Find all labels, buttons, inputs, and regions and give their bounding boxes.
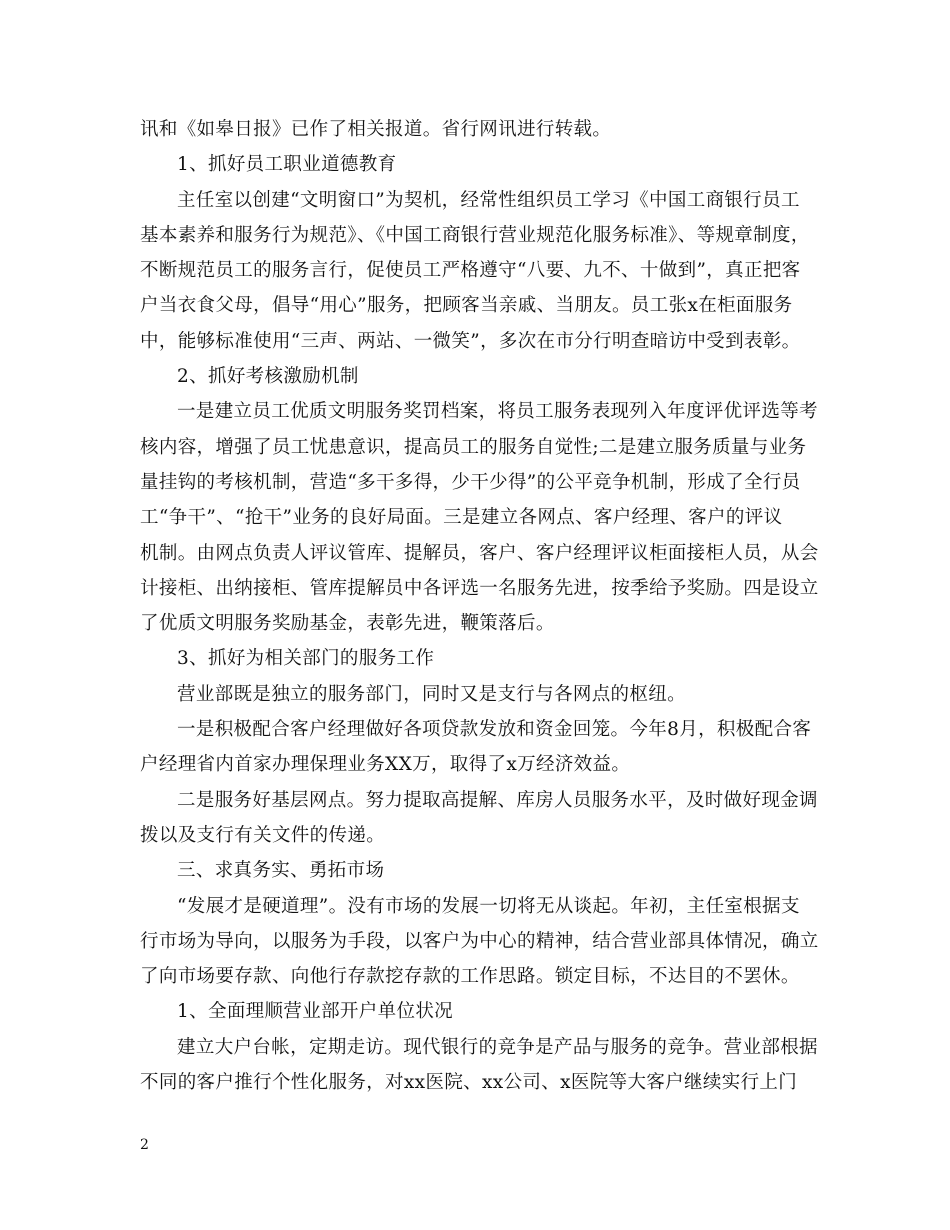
paragraph-first-line: 一是建立员工优质文明服务奖罚档案，将员工服务表现列入年度评优评选等考 <box>177 401 818 423</box>
text-line: 拨以及支行有关文件的传递。 <box>140 824 386 846</box>
paragraph-first-line: 营业部既是独立的服务部门，同时又是支行与各网点的枢纽。 <box>177 683 686 705</box>
text-line: 机制。由网点负责人评议管库、提解员，客户、客户经理评议柜面接柜人员，从会 <box>140 542 819 564</box>
text-line: 了向市场要存款、向他行存款挖存款的工作思路。锁定目标，不达目的不罢休。 <box>140 966 800 988</box>
text-line: 行市场为导向，以服务为手段，以客户为中心的精神，结合营业部具体情况，确立 <box>140 930 819 952</box>
paragraph-first-line: 建立大户台帐，定期走访。现代银行的竞争是产品与服务的竞争。营业部根据 <box>177 1036 818 1058</box>
text-line: 户当衣食父母，倡导“用心”服务，把顾客当亲戚、当朋友。员工张x在柜面服务 <box>140 295 793 317</box>
body-text <box>140 112 819 1100</box>
paragraph-first-line: 2、抓好考核激励机制 <box>177 366 359 388</box>
text-line: 工“争干”、“抢干”业务的良好局面。三是建立各网点、客户经理、客户的评议 <box>140 507 783 529</box>
paragraph-first-line: 二是服务好基层网点。努力提取高提解、库房人员服务水平，及时做好现金调 <box>177 789 818 811</box>
text-line: 基本素养和服务行为规范》、《中国工商银行营业规范化服务标准》、等规章制度， <box>140 224 810 246</box>
text-line: 量挂钩的考核机制，营造“多干多得，少干少得”的公平竞争机制，形成了全行员 <box>140 471 801 493</box>
paragraph-first-line: 主任室以创建“文明窗口”为契机，经常性组织员工学习《中国工商银行员工 <box>177 189 800 211</box>
paragraph-first-line: 1、全面理顺营业部开户单位状况 <box>177 1001 454 1023</box>
text-line: 计接柜、出纳接柜、管库提解员中各评选一名服务先进，按季给予奖励。四是设立 <box>140 577 819 599</box>
text-line: 户经理省内首家办理保理业务XX万，取得了x万经济效益。 <box>140 754 631 776</box>
text-line: 核内容，增强了员工忧患意识，提高员工的服务自觉性;二是建立服务质量与业务 <box>140 436 807 458</box>
text-line: 不断规范员工的服务言行，促使员工严格遵守“八要、九不、十做到”，真正把客 <box>140 260 801 282</box>
paragraph-first-line: 1、抓好员工职业道德教育 <box>177 154 397 176</box>
page-number: 2 <box>140 1137 149 1153</box>
text-line: 讯和《如皋日报》已作了相关报道。省行网讯进行转载。 <box>140 119 612 140</box>
paragraph-first-line: 一是积极配合客户经理做好各项贷款发放和资金回笼。今年8月，积极配合客 <box>177 719 812 741</box>
paragraph-first-line: “发展才是硬道理”。没有市场的发展一切将无从谈起。年初，主任室根据支 <box>177 895 800 917</box>
paragraph-first-line: 三、求真务实、勇拓市场 <box>177 860 385 882</box>
text-line: 中，能够标准使用“三声、两站、一微笑”，多次在市分行明查暗访中受到表彰。 <box>140 330 801 352</box>
text-line: 不同的客户推行个性化服务，对xx医院、xx公司、x医院等大客户继续实行上门 <box>140 1072 798 1094</box>
text-line: 了优质文明服务奖励基金，表彰先进，鞭策落后。 <box>140 613 555 635</box>
paragraph-first-line: 3、抓好为相关部门的服务工作 <box>177 648 435 670</box>
